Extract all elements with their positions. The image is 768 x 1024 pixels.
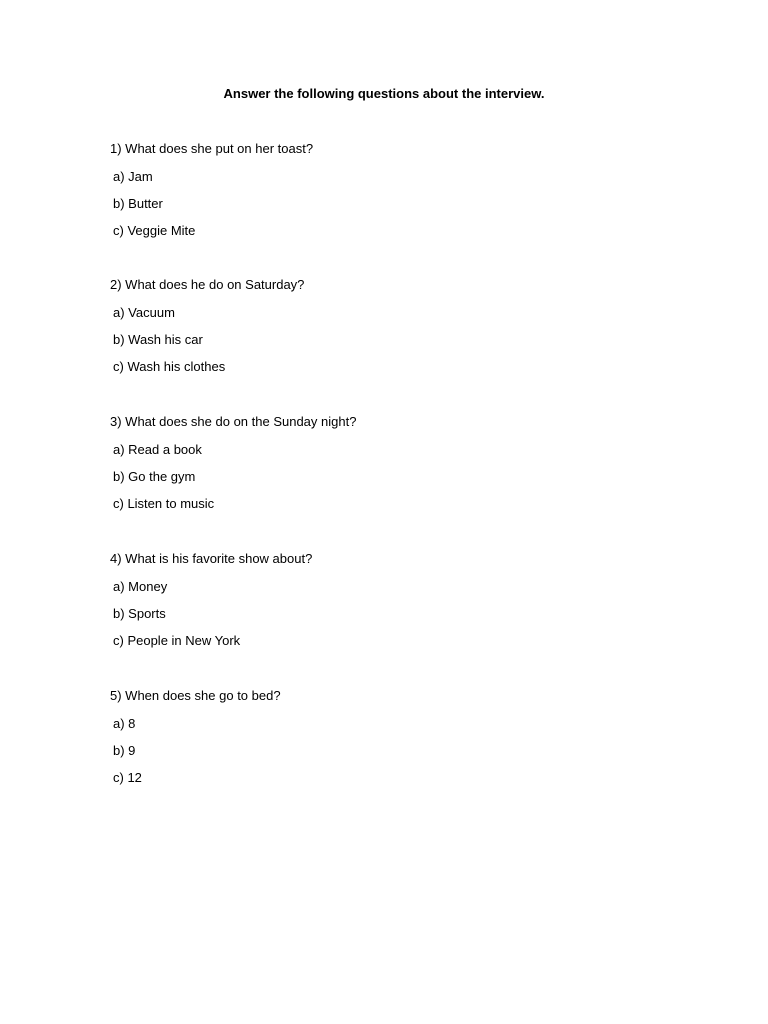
answer-option-c: c) 12 xyxy=(113,770,142,785)
question-text: 2) What does he do on Saturday? xyxy=(110,277,305,292)
question-block-2 xyxy=(110,276,670,374)
question-block-1 xyxy=(110,140,670,238)
question-block-3 xyxy=(110,413,670,511)
answer-option-a: a) Vacuum xyxy=(113,305,175,320)
answer-option-c: c) Wash his clothes xyxy=(113,359,226,374)
answer-option-b: b) Butter xyxy=(113,196,163,211)
question-block-4 xyxy=(110,550,670,648)
question-text: 4) What is his favorite show about? xyxy=(110,551,313,566)
answer-option-b: b) 9 xyxy=(113,743,136,758)
answer-option-b: b) Sports xyxy=(113,606,166,621)
question-text: 3) What does she do on the Sunday night? xyxy=(110,414,357,429)
question-text: 5) When does she go to bed? xyxy=(110,688,281,703)
question-block-5 xyxy=(110,687,670,785)
answer-option-a: a) Jam xyxy=(113,169,153,184)
answer-option-b: b) Wash his car xyxy=(113,332,203,347)
page-title: Answer the following questions about the interview. xyxy=(223,86,545,101)
answer-option-a: a) 8 xyxy=(113,716,136,731)
answer-option-a: a) Money xyxy=(113,579,168,594)
answer-option-c: c) Listen to music xyxy=(113,496,215,511)
answer-option-b: b) Go the gym xyxy=(113,469,196,484)
question-text: 1) What does she put on her toast? xyxy=(110,141,314,156)
answer-option-c: c) Veggie Mite xyxy=(113,223,196,238)
answer-option-a: a) Read a book xyxy=(113,442,202,457)
answer-option-c: c) People in New York xyxy=(113,633,241,648)
